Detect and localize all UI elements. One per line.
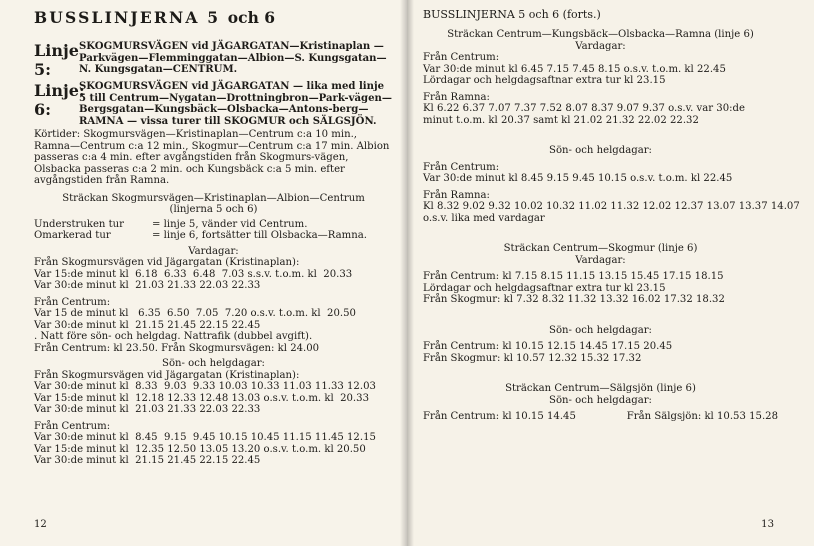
section-title: Sträckan Centrum—Kungsbäck—Olsbacka—Ramna (linje 6) [447,29,754,40]
section-title: Sträckan Skogmursvägen—Kristinaplan—Albion—Centrum [62,192,365,204]
from-label: Från Skogmursvägen vid Jägargatan (Kristinaplan): [34,257,300,268]
from-label: Från Skogmursvägen vid Jägargatan (Kristinaplan): [34,369,300,381]
timetable-line: Från Centrum: kl 10.15 12.15 14.45 17.15 20.45 [423,341,673,352]
from-label: Från Centrum: [423,52,500,63]
timetable-line: Från Skogmur: kl 7.32 8.32 11.32 13.32 16.02 17.32 18.32 [423,294,725,305]
weekdays-heading: Vardagar: [575,40,626,52]
section-title: Sträckan Centrum—Skogmur (linje 6) [503,243,698,254]
legend [34,219,393,242]
legend-term-underlined: Understruken tur [34,218,125,230]
timetable-line: Var 30:de minut kl 8.45 9.15 9.45 10.15 o.s.v. t.o.m. kl 22.45 [423,173,733,184]
timetable-line: Kl 8.32 9.02 9.32 10.02 10.32 11.02 11.32 12.02 12.37 13.07 13.37 14.07 [423,201,800,212]
travel-times-note: Körtider: Skogmursvägen—Kristinaplan—Centrum c:a 10 min., Ramna—Centrum c:a 12 min., Skogmur—Centrum c:a 17 min. Albion passeras c:a 4 min. efter avgångstiden från Skogmurs-vägen, Olsbacka passeras c:a 2 min. och Kungsbäck c:a 5 min. efter avgångstiden från Ramna. [34,129,390,186]
timetable-line: o.s.v. lika med vardagar [423,212,545,224]
legend-term-unmarked: Omarkerad tur [34,230,111,241]
timetable-line: Från Sälgsjön: kl 10.53 15.28 [626,411,778,422]
route-description: SKOGMURSVÄGEN vid JÄGARGATAN—Kristinaplan —Parkvägen—Flemminggatan—Albion—S. Kungsgatan— N. Kungsgatan—CENTRUM. [79,41,387,75]
from-label: Från Centrum: [34,296,111,308]
legend-def-unmarked: = linje 6, fortsätter till Olsbacka—Ramna. [152,230,367,241]
holidays-heading: Sön- och helgdagar: [549,324,652,336]
timetable-line: Var 15 de minut kl 6.35 6.50 7.05 7.20 o.s.v. t.o.m. kl 20.50 [34,308,356,319]
timetable-line: Från Centrum: kl 7.15 8.15 11.15 13.15 15.45 17.15 18.15 [423,271,724,282]
timetable-line: Från Centrum: kl 10.15 14.45 [423,411,576,422]
timetable-line: Var 30:de minut kl 8.45 9.15 9.45 10.15 10.45 11.15 11.45 12.15 [34,432,376,443]
section-subtitle: (linjerna 5 och 6) [169,204,258,215]
right-page [407,0,814,546]
timetable-line: Var 30:de minut kl 8.33 9.03 9.33 10.03 10.33 11.03 11.33 12.03 [34,381,376,392]
holidays-heading: Sön- och helgdagar: [549,145,652,156]
timetable-line: Var 30:de minut kl 21.15 21.45 22.15 22.45 [34,319,261,331]
section-title: Sträckan Centrum—Sälgsjön (linje 6) [505,383,696,394]
night-traffic-times: Från Centrum: kl 23.50. Från Skogmursvägen: kl 24.00 [34,342,320,354]
from-label: Från Ramna: [423,91,490,103]
right-page-title: BUSSLINJERNA 5 och 6 (forts.) [423,8,601,21]
holidays-heading: Sön- och helgdagar: [162,358,265,369]
timetable-line: Var 15:de minut kl 6.18 6.33 6.48 7.03 s.s.v. t.o.m. kl 20.33 [34,268,353,280]
timetable-line: Var 15:de minut kl 12.35 12.50 13.05 13.20 o.s.v. t.o.m. kl 20.50 [34,443,366,455]
route-label: Linje 5: [34,41,79,79]
from-label: Från Centrum: [423,161,500,173]
timetable-line: Från Skogmur: kl 10.57 12.32 15.32 17.32 [423,352,642,364]
timetable-line: Var 30:de minut kl 21.15 21.45 22.15 22.45 [34,455,261,466]
page-number: 13 [761,519,774,530]
title-och: och 6 [227,8,276,27]
weekdays-heading: Vardagar: [188,245,239,257]
timetable-line: Kl 6.22 6.37 7.07 7.37 7.52 8.07 8.37 9.07 9.37 o.s.v. var 30:de [423,103,745,114]
timetable-line: Lördagar och helgdagsaftnar extra tur kl 23.15 [423,282,666,294]
from-label: Från Centrum: [34,420,111,432]
route-linje-6 [34,81,393,127]
timetable-line: Var 30:de minut kl 21.03 21.33 22.03 22.33 [34,280,261,291]
title-main: BUSSLINJERNA 5 [34,8,221,27]
page-number: 12 [34,519,47,530]
legend-def-underlined: = linje 5, vänder vid Centrum. [152,218,308,230]
timetable-line: minut t.o.m. kl 20.37 samt kl 21.02 21.32 22.02 22.32 [423,114,699,126]
book-gutter [400,0,414,546]
timetable-line: Var 30:de minut kl 6.45 7.15 7.45 8.15 o.s.v. t.o.m. kl 22.45 [423,63,726,75]
from-label: Från Ramna: [423,189,490,201]
night-traffic-note: . Natt före sön- och helgdag. Nattrafik (dubbel avgift). [34,331,313,342]
route-description: SKOGMURSVÄGEN vid JÄGARGATAN — lika med linje 5 till Centrum—Nygatan—Drottningbron—Park-vägen—Bergsgatan—Kungsbäck—Olsbacka—Antons-berg—RAMNA — vissa turer till SKOGMUR och SÄLGSJÖN. [79,81,392,127]
holidays-heading: Sön- och helgdagar: [549,394,652,406]
route-linje-5 [34,41,393,79]
weekdays-heading: Vardagar: [575,254,626,266]
timetable-row [423,411,778,423]
route-label: Linje: 6: [34,81,85,119]
timetable-line: Var 15:de minut kl 12.18 12.33 12.48 13.03 o.s.v. t.o.m. kl 20.33 [34,392,369,404]
timetable-line: Lördagar och helgdagsaftnar extra tur kl 23.15 [423,75,666,86]
timetable-line: Var 30:de minut kl 21.03 21.33 22.03 22.33 [34,404,261,415]
left-page-title [34,8,393,27]
